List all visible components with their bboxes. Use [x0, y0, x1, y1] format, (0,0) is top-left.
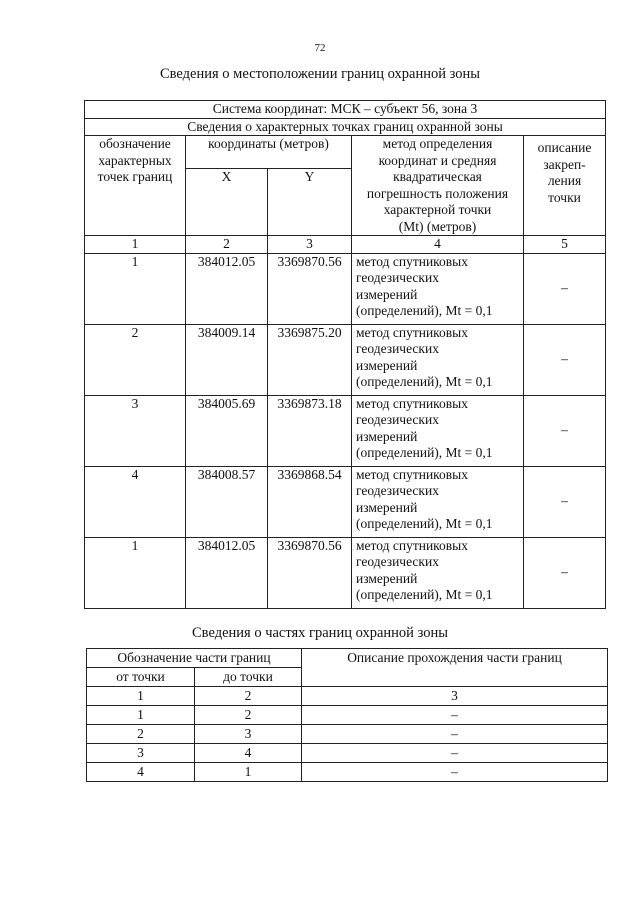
- boundary-parts-table: [86, 648, 608, 782]
- description-column-header: описание закреп- ления точки: [524, 136, 606, 236]
- y-column-header: Y: [268, 169, 352, 236]
- method-description: метод спутниковых геодезических измерений (определений), Mt = 0,1: [352, 466, 524, 537]
- to-point: 1: [195, 763, 302, 782]
- method-description: метод спутниковых геодезических измерений (определений), Mt = 0,1: [352, 395, 524, 466]
- column-number: 3: [268, 236, 352, 254]
- point-fixing-description: –: [524, 253, 606, 324]
- y-coordinate: 3369868.54: [268, 466, 352, 537]
- boundary-points-table: [84, 100, 606, 609]
- to-point: 2: [195, 706, 302, 725]
- method-column-header: метод определения координат и средняя квадратическая погрешность положения характерной точки (Mt) (метров): [352, 136, 524, 236]
- from-point: 2: [87, 725, 195, 744]
- x-coordinate: 384012.05: [186, 537, 268, 608]
- table-row: [87, 706, 608, 725]
- column-number: 4: [352, 236, 524, 254]
- part-description-header: Описание прохождения части границ: [302, 649, 608, 687]
- points-info-header: Сведения о характерных точках границ охранной зоны: [85, 118, 606, 136]
- document-title: Сведения о местоположении границ охранной зоны: [159, 66, 480, 82]
- table-row: [87, 725, 608, 744]
- table-row: [85, 537, 606, 608]
- column-number: 3: [302, 687, 608, 706]
- y-coordinate: 3369875.20: [268, 324, 352, 395]
- x-column-header: X: [186, 169, 268, 236]
- coordinates-column-header: координаты (метров): [186, 136, 352, 169]
- part-description: –: [302, 725, 608, 744]
- x-coordinate: 384008.57: [186, 466, 268, 537]
- part-description: –: [302, 706, 608, 725]
- column-number: 5: [524, 236, 606, 254]
- column-number: 2: [195, 687, 302, 706]
- point-fixing-description: –: [524, 537, 606, 608]
- y-coordinate: 3369870.56: [268, 253, 352, 324]
- method-description: метод спутниковых геодезических измерений (определений), Mt = 0,1: [352, 537, 524, 608]
- point-number: 1: [85, 537, 186, 608]
- point-number: 3: [85, 395, 186, 466]
- y-coordinate: 3369873.18: [268, 395, 352, 466]
- designation-column-header: обозначение характерных точек границ: [85, 136, 186, 236]
- point-number: 1: [85, 253, 186, 324]
- point-fixing-description: –: [524, 324, 606, 395]
- table-row: [85, 253, 606, 324]
- method-description: метод спутниковых геодезических измерений (определений), Mt = 0,1: [352, 324, 524, 395]
- column-number: 1: [87, 687, 195, 706]
- table-row: [87, 744, 608, 763]
- from-point-header: от точки: [87, 668, 195, 687]
- table-row: [85, 324, 606, 395]
- y-coordinate: 3369870.56: [268, 537, 352, 608]
- from-point: 4: [87, 763, 195, 782]
- to-point-header: до точки: [195, 668, 302, 687]
- from-point: 3: [87, 744, 195, 763]
- point-number: 2: [85, 324, 186, 395]
- point-fixing-description: –: [524, 466, 606, 537]
- part-designation-header: Обозначение части границ: [87, 649, 302, 668]
- x-coordinate: 384009.14: [186, 324, 268, 395]
- point-fixing-description: –: [524, 395, 606, 466]
- page-number: 72: [314, 42, 326, 54]
- column-number: 2: [186, 236, 268, 254]
- section-title-boundary-parts: Сведения о частях границ охранной зоны: [192, 625, 448, 641]
- part-description: –: [302, 763, 608, 782]
- table-row: [87, 763, 608, 782]
- from-point: 1: [87, 706, 195, 725]
- to-point: 4: [195, 744, 302, 763]
- x-coordinate: 384005.69: [186, 395, 268, 466]
- part-description: –: [302, 744, 608, 763]
- to-point: 3: [195, 725, 302, 744]
- method-description: метод спутниковых геодезических измерений (определений), Mt = 0,1: [352, 253, 524, 324]
- column-number: 1: [85, 236, 186, 254]
- table-row: [85, 466, 606, 537]
- table-row: [85, 395, 606, 466]
- coordinate-system-header: Система координат: МСК – субъект 56, зона 3: [85, 101, 606, 119]
- point-number: 4: [85, 466, 186, 537]
- x-coordinate: 384012.05: [186, 253, 268, 324]
